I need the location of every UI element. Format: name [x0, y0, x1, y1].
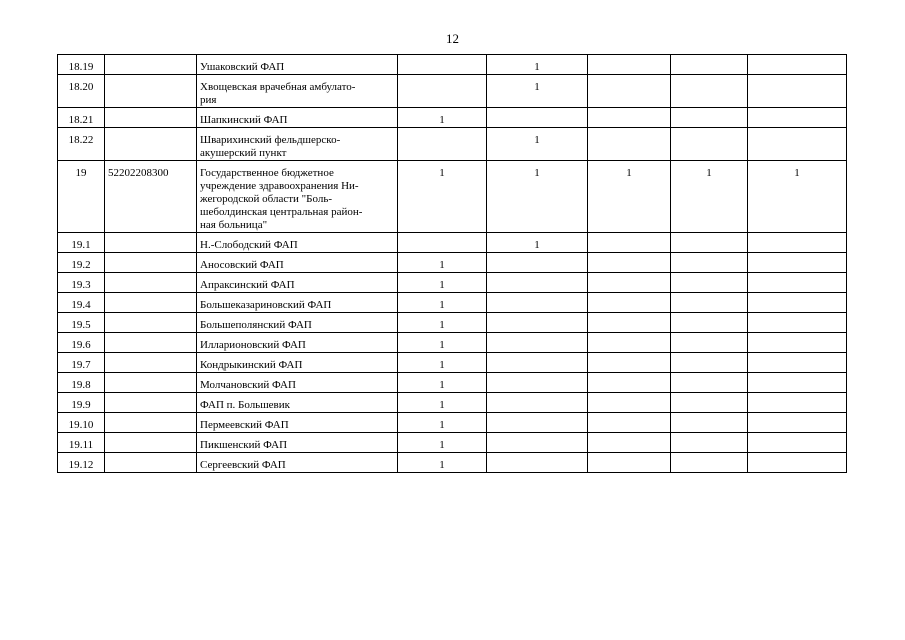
value-cell-col5: [748, 128, 847, 161]
value-cell-col5: [748, 413, 847, 433]
value-cell-col4: [671, 393, 748, 413]
value-cell-col1: [398, 55, 487, 75]
registry-code-cell: [105, 108, 197, 128]
value-cell-col1: 1: [398, 413, 487, 433]
facility-name-cell: Хвощевская врачебная амбулато- рия: [197, 75, 398, 108]
value-cell-col5: [748, 313, 847, 333]
value-cell-col2: [487, 108, 588, 128]
row-number-cell: 19.12: [58, 453, 105, 473]
table-row: [58, 273, 847, 293]
value-cell-col1: 1: [398, 453, 487, 473]
value-cell-col4: [671, 128, 748, 161]
table-row: [58, 433, 847, 453]
table-row: [58, 333, 847, 353]
value-cell-col1: [398, 128, 487, 161]
value-cell-col2: 1: [487, 128, 588, 161]
facility-name-cell: Аносовский ФАП: [197, 253, 398, 273]
row-number-cell: 18.21: [58, 108, 105, 128]
value-cell-col5: [748, 373, 847, 393]
facility-name-cell: Молчановский ФАП: [197, 373, 398, 393]
facility-name-cell: Государственное бюджетное учреждение здравоохранения Ни- жегородской области "Боль- шеболдинская центральная район- ная больница": [197, 161, 398, 233]
value-cell-col5: [748, 353, 847, 373]
value-cell-col4: [671, 108, 748, 128]
value-cell-col3: [588, 393, 671, 413]
value-cell-col4: 1: [671, 161, 748, 233]
facility-name-cell: Сергеевский ФАП: [197, 453, 398, 473]
value-cell-col2: [487, 353, 588, 373]
row-number-cell: 18.20: [58, 75, 105, 108]
table-row: [58, 233, 847, 253]
facility-name-cell: Большеполянский ФАП: [197, 313, 398, 333]
value-cell-col4: [671, 433, 748, 453]
facility-name-cell: Шапкинский ФАП: [197, 108, 398, 128]
facility-name-cell: Пермеевский ФАП: [197, 413, 398, 433]
facility-name-cell: Илларионовский ФАП: [197, 333, 398, 353]
row-number-cell: 18.19: [58, 55, 105, 75]
table-body: [58, 55, 847, 473]
value-cell-col1: 1: [398, 273, 487, 293]
value-cell-col4: [671, 373, 748, 393]
value-cell-col3: 1: [588, 161, 671, 233]
value-cell-col2: 1: [487, 75, 588, 108]
value-cell-col1: [398, 75, 487, 108]
row-number-cell: 19.9: [58, 393, 105, 413]
row-number-cell: 19.8: [58, 373, 105, 393]
facility-name-cell: Шварихинский фельдшерско- акушерский пункт: [197, 128, 398, 161]
value-cell-col5: [748, 75, 847, 108]
registry-code-cell: 52202208300: [105, 161, 197, 233]
value-cell-col4: [671, 333, 748, 353]
value-cell-col1: 1: [398, 253, 487, 273]
table-row: [58, 453, 847, 473]
facility-name-cell: Пикшенский ФАП: [197, 433, 398, 453]
table-row: [58, 161, 847, 233]
row-number-cell: 19.2: [58, 253, 105, 273]
row-number-cell: 19.7: [58, 353, 105, 373]
value-cell-col4: [671, 273, 748, 293]
value-cell-col5: [748, 393, 847, 413]
value-cell-col3: [588, 273, 671, 293]
value-cell-col3: [588, 233, 671, 253]
facility-name-cell: Апраксинский ФАП: [197, 273, 398, 293]
registry-code-cell: [105, 413, 197, 433]
value-cell-col1: 1: [398, 313, 487, 333]
value-cell-col1: 1: [398, 293, 487, 313]
value-cell-col2: [487, 413, 588, 433]
registry-code-cell: [105, 373, 197, 393]
facility-name-cell: Н.-Слободский ФАП: [197, 233, 398, 253]
facility-name-cell: ФАП п. Большевик: [197, 393, 398, 413]
registry-code-cell: [105, 253, 197, 273]
table-row: [58, 413, 847, 433]
table-row: [58, 293, 847, 313]
value-cell-col5: [748, 333, 847, 353]
value-cell-col5: [748, 233, 847, 253]
value-cell-col3: [588, 55, 671, 75]
row-number-cell: 19: [58, 161, 105, 233]
value-cell-col3: [588, 453, 671, 473]
value-cell-col2: 1: [487, 161, 588, 233]
registry-code-cell: [105, 333, 197, 353]
registry-code-cell: [105, 55, 197, 75]
registry-code-cell: [105, 353, 197, 373]
value-cell-col3: [588, 313, 671, 333]
value-cell-col5: [748, 433, 847, 453]
value-cell-col2: [487, 333, 588, 353]
value-cell-col3: [588, 75, 671, 108]
value-cell-col3: [588, 353, 671, 373]
row-number-cell: 18.22: [58, 128, 105, 161]
value-cell-col5: [748, 273, 847, 293]
value-cell-col1: 1: [398, 333, 487, 353]
value-cell-col4: [671, 75, 748, 108]
value-cell-col5: [748, 293, 847, 313]
value-cell-col1: 1: [398, 353, 487, 373]
value-cell-col1: 1: [398, 373, 487, 393]
row-number-cell: 19.3: [58, 273, 105, 293]
value-cell-col4: [671, 453, 748, 473]
registry-code-cell: [105, 433, 197, 453]
registry-code-cell: [105, 313, 197, 333]
value-cell-col1: 1: [398, 108, 487, 128]
value-cell-col1: 1: [398, 161, 487, 233]
row-number-cell: 19.4: [58, 293, 105, 313]
value-cell-col4: [671, 353, 748, 373]
table-row: [58, 393, 847, 413]
page-number: 12: [446, 31, 459, 46]
value-cell-col2: [487, 293, 588, 313]
value-cell-col2: [487, 433, 588, 453]
table-row: [58, 75, 847, 108]
facilities-table: [57, 54, 847, 473]
value-cell-col2: [487, 313, 588, 333]
registry-code-cell: [105, 273, 197, 293]
registry-code-cell: [105, 233, 197, 253]
value-cell-col4: [671, 413, 748, 433]
value-cell-col4: [671, 253, 748, 273]
value-cell-col1: 1: [398, 433, 487, 453]
value-cell-col5: [748, 108, 847, 128]
value-cell-col2: 1: [487, 55, 588, 75]
table-row: [58, 373, 847, 393]
value-cell-col2: [487, 453, 588, 473]
value-cell-col5: [748, 55, 847, 75]
value-cell-col5: [748, 253, 847, 273]
value-cell-col4: [671, 293, 748, 313]
row-number-cell: 19.6: [58, 333, 105, 353]
facility-name-cell: Большеказариновский ФАП: [197, 293, 398, 313]
table-row: [58, 253, 847, 273]
registry-code-cell: [105, 393, 197, 413]
registry-code-cell: [105, 293, 197, 313]
value-cell-col3: [588, 293, 671, 313]
row-number-cell: 19.10: [58, 413, 105, 433]
value-cell-col4: [671, 55, 748, 75]
registry-code-cell: [105, 128, 197, 161]
value-cell-col1: [398, 233, 487, 253]
value-cell-col3: [588, 253, 671, 273]
value-cell-col3: [588, 433, 671, 453]
value-cell-col5: 1: [748, 161, 847, 233]
registry-code-cell: [105, 453, 197, 473]
facility-name-cell: Кондрыкинский ФАП: [197, 353, 398, 373]
facility-name-cell: Ушаковский ФАП: [197, 55, 398, 75]
value-cell-col4: [671, 313, 748, 333]
row-number-cell: 19.1: [58, 233, 105, 253]
value-cell-col2: [487, 373, 588, 393]
value-cell-col3: [588, 373, 671, 393]
value-cell-col3: [588, 333, 671, 353]
value-cell-col2: [487, 273, 588, 293]
value-cell-col3: [588, 128, 671, 161]
table-row: [58, 313, 847, 333]
row-number-cell: 19.11: [58, 433, 105, 453]
table-row: [58, 353, 847, 373]
value-cell-col1: 1: [398, 393, 487, 413]
value-cell-col2: 1: [487, 233, 588, 253]
row-number-cell: 19.5: [58, 313, 105, 333]
registry-code-cell: [105, 75, 197, 108]
table-row: [58, 128, 847, 161]
table-row: [58, 55, 847, 75]
value-cell-col5: [748, 453, 847, 473]
table-row: [58, 108, 847, 128]
value-cell-col2: [487, 393, 588, 413]
value-cell-col4: [671, 233, 748, 253]
value-cell-col3: [588, 108, 671, 128]
value-cell-col3: [588, 413, 671, 433]
value-cell-col2: [487, 253, 588, 273]
